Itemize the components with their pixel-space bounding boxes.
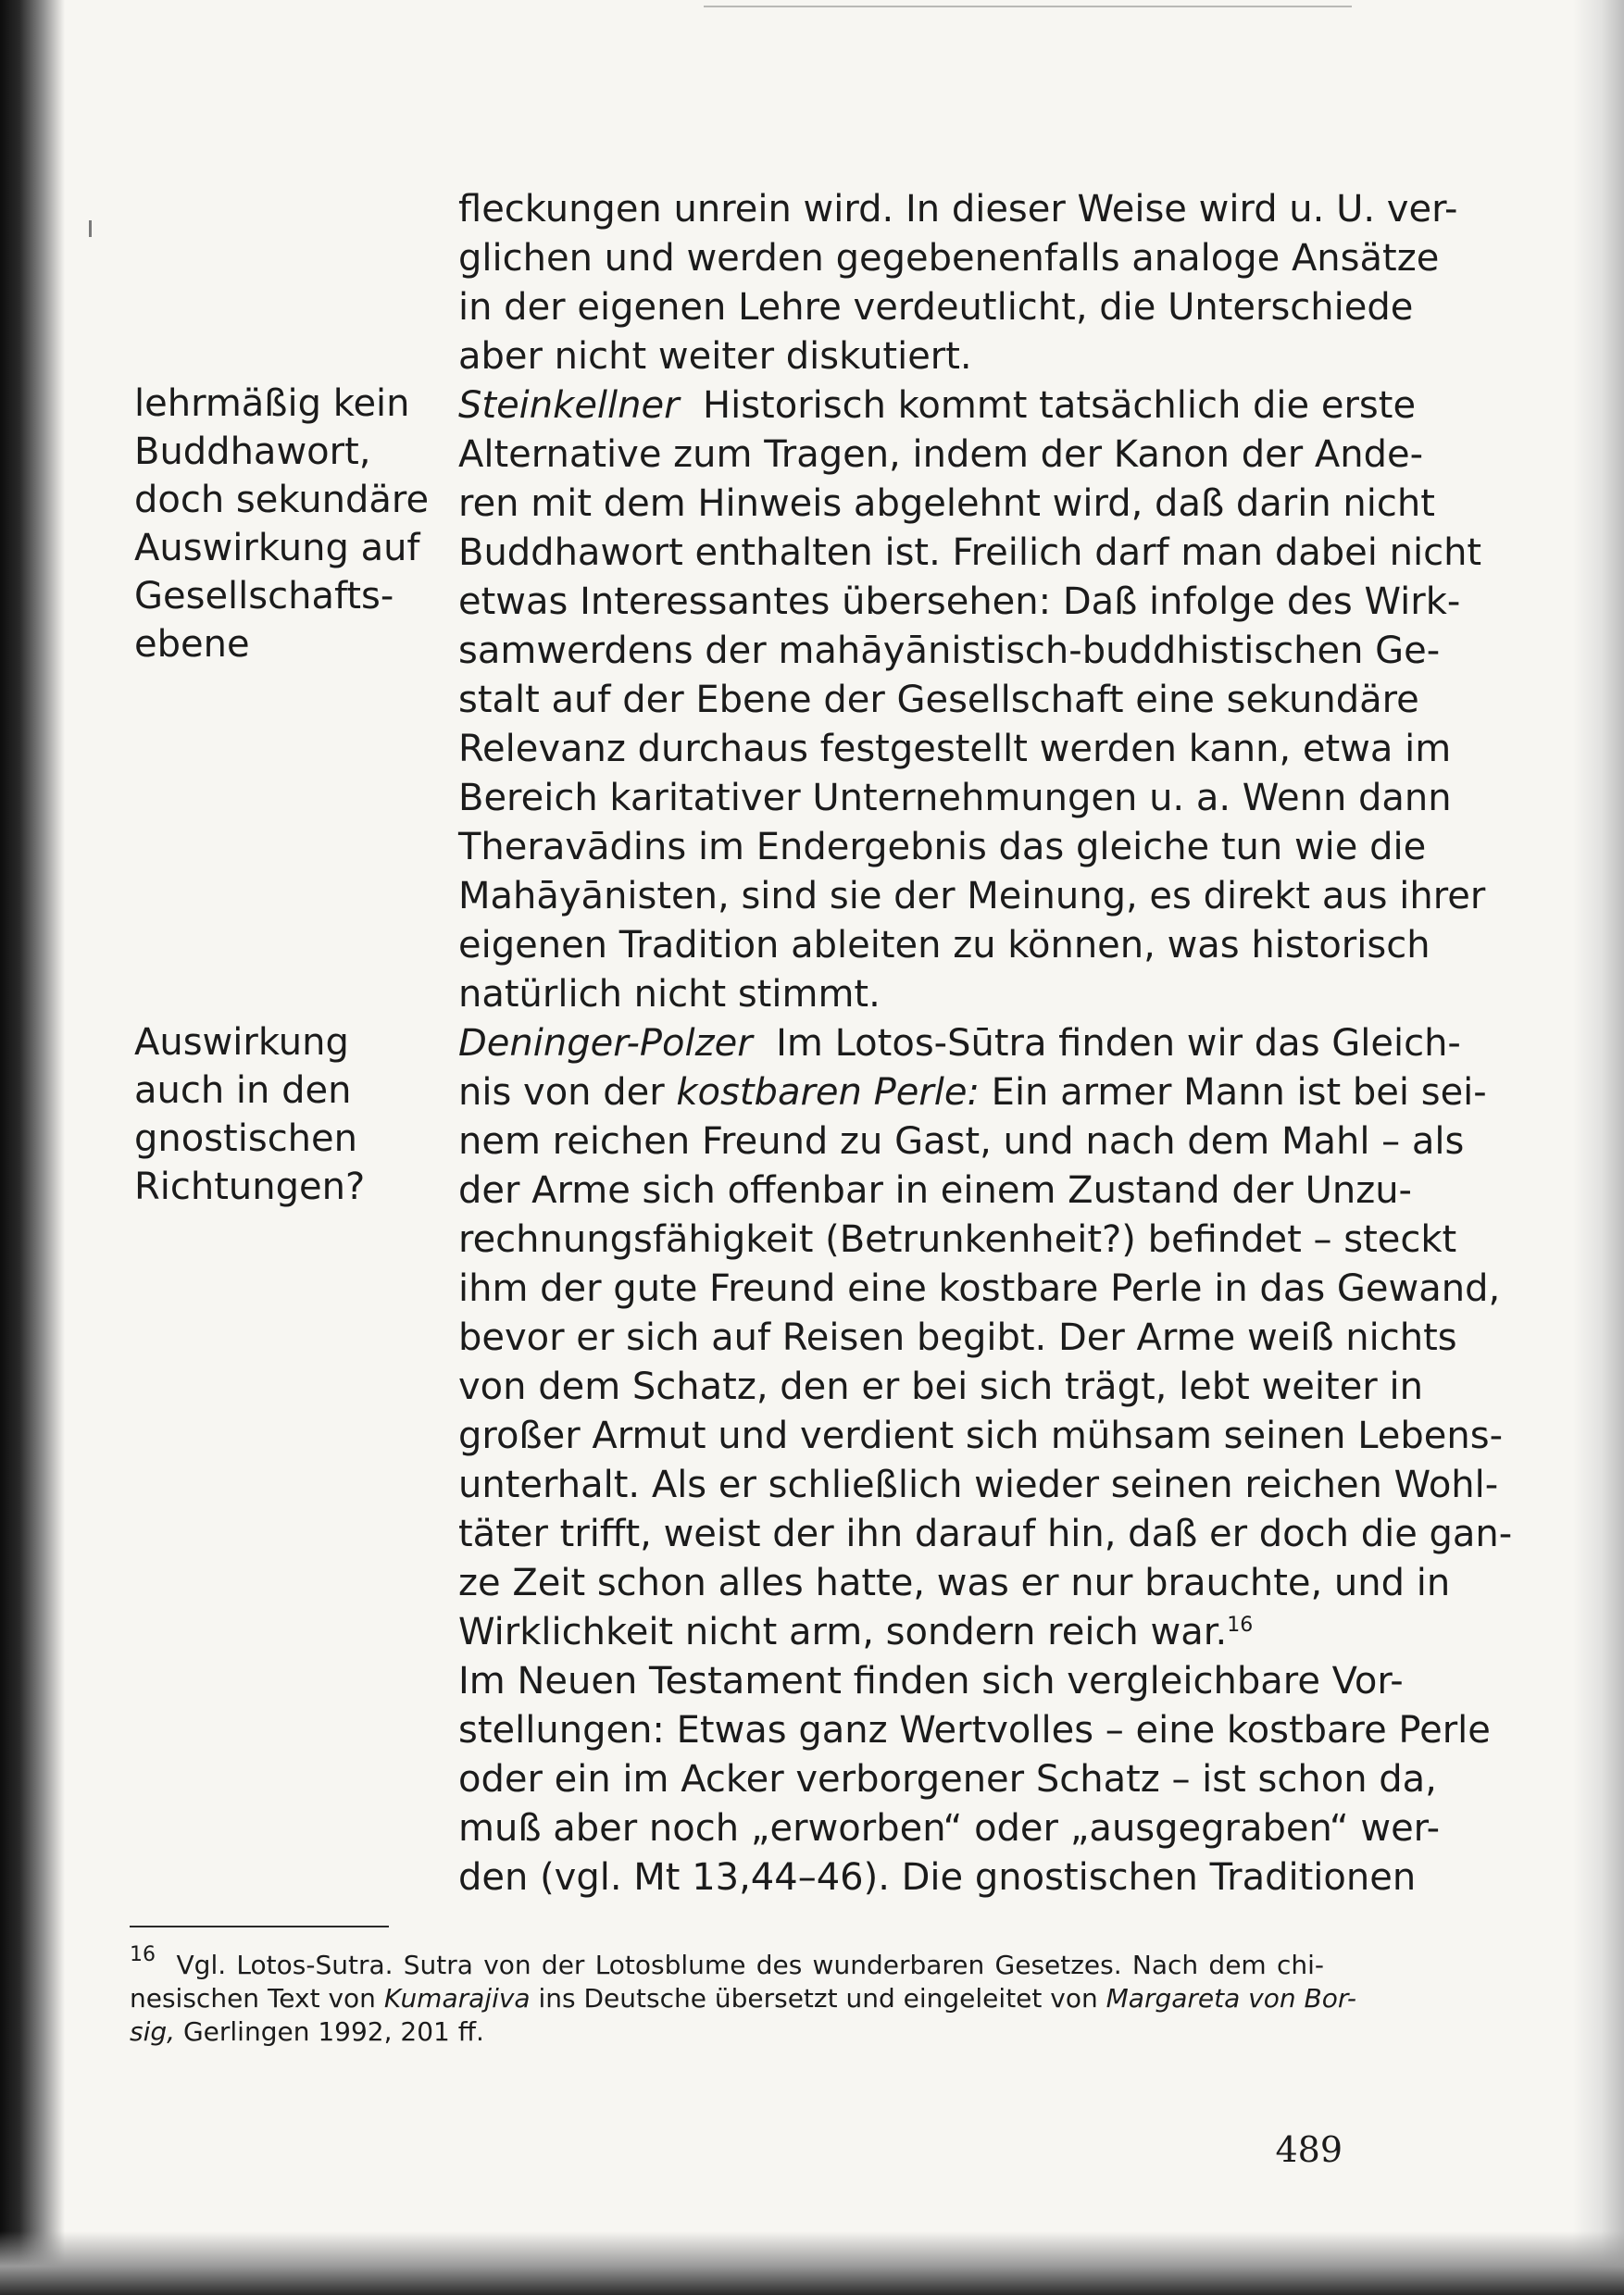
text-line: oder ein im Acker verborgener Schatz – ist schon da, [458,1758,1437,1801]
text-span: Historisch kommt tatsächlich die erste [703,384,1417,427]
text-line: natürlich nicht stimmt. [458,973,881,1016]
main-text [458,185,1513,1902]
text-span: Ein armer Mann ist bei sei- [979,1071,1487,1114]
margin-note-line: doch sekundäre [134,479,430,521]
text-line: nem reichen Freund zu Gast, und nach dem Mahl – als [458,1120,1465,1163]
text-span: Gerlingen 1992, 201 ff. [175,2016,484,2047]
text-span: Im Lotos-Sūtra finden wir das Gleich- [776,1022,1461,1065]
text-line: Theravādins im Endergebnis das gleiche tun wie die [458,826,1427,868]
text-line: etwas Interessantes übersehen: Daß infolge des Wirk- [458,580,1461,623]
margin-note-line: Gesellschafts- [134,575,394,617]
italic-name: sig, [130,2016,176,2047]
text-line: Buddhawort enthalten ist. Freilich darf man dabei nicht [458,531,1482,574]
text-line: rechnungsfähigkeit (Betrunkenheit?) befindet – steckt [458,1218,1457,1261]
page-edge-right [1573,0,1624,2295]
page-number: 489 [1275,2129,1343,2170]
margin-note-line: Auswirkung auf [134,527,420,569]
speaker-name: Deninger-Polzer [458,1022,753,1065]
text-line [458,1068,1487,1117]
binding-shadow-left [0,0,65,2295]
italic-name: Kumarajiva [383,1983,531,2014]
italic-name: Margareta von Bor- [1106,1983,1356,2014]
margin-note-line: Richtungen? [134,1166,366,1208]
text-span: ins Deutsche übersetzt und eingeleitet von [530,1983,1106,2014]
text-span: Vgl. Lotos-Sutra. Sutra von der Lotosblume des wunderbaren Gesetzes. Nach dem chi- [176,1950,1324,1980]
footnote-number: 16 [130,1943,156,1966]
margin-note-line: ebene [134,623,250,666]
text-line: unterhalt. Als er schließlich wieder seinen reichen Wohl- [458,1464,1499,1506]
text-line [458,1019,1461,1068]
text-line: in der eigenen Lehre verdeutlicht, die Unterschiede [458,286,1414,329]
footnote-line [130,1982,1356,2015]
text-line [458,381,1417,430]
text-line: Mahāyānisten, sind sie der Meinung, es direkt aus ihrer [458,875,1486,917]
text-line: muß aber noch „erworben“ oder „ausgegraben“ wer- [458,1807,1440,1850]
margin-note-1 [134,380,430,668]
page-edge-bottom [0,2231,1624,2295]
text-span: Wirklichkeit nicht arm, sondern reich war. [458,1611,1228,1653]
text-line [458,1608,1356,1657]
text-line: glichen und werden gegebenenfalls analoge Ansätze [458,237,1440,280]
footnote [130,1943,1356,2049]
margin-note-line: gnostischen [134,1117,357,1160]
footnote-line [130,1943,1324,1982]
margin-note-line: Buddhawort, [134,430,371,473]
text-line: der Arme sich offenbar in einem Zustand der Unzu- [458,1169,1412,1212]
scan-edge-line [704,6,1352,7]
text-line: Alternative zum Tragen, indem der Kanon der Ande- [458,433,1424,476]
italic-term: kostbaren Perle: [676,1071,980,1114]
text-line: fleckungen unrein wird. In dieser Weise wird u. U. ver- [458,188,1458,231]
text-line: Im Neuen Testament finden sich vergleichbare Vor- [458,1660,1404,1703]
text-line: aber nicht weiter diskutiert. [458,335,972,378]
footnote-rule [130,1926,389,1927]
margin-note-line: auch in den [134,1069,352,1112]
text-line: den (vgl. Mt 13,44–46). Die gnostischen Traditionen [458,1856,1417,1899]
text-line: von dem Schatz, den er bei sich trägt, lebt weiter in [458,1366,1423,1408]
text-line: ze Zeit schon alles hatte, was er nur brauchte, und in [458,1562,1451,1604]
text-span: nis von der [458,1071,677,1114]
text-line: eigenen Tradition ableiten zu können, was historisch [458,924,1430,967]
margin-note-2 [134,1018,412,1211]
text-span: nesischen Text von [130,1983,384,2014]
text-line: stalt auf der Ebene der Gesellschaft eine sekundäre [458,679,1419,721]
scan-mark [89,220,92,237]
footnote-line [130,2015,1324,2049]
footnote-reference[interactable]: 16 [1227,1614,1254,1637]
speaker-name: Steinkellner [458,384,680,427]
text-line: stellungen: Etwas ganz Wertvolles – eine kostbare Perle [458,1709,1491,1752]
text-line: samwerdens der mahāyānistisch-buddhistischen Ge- [458,630,1441,672]
margin-note-line: lehrmäßig kein [134,382,410,425]
margin-note-line: Auswirkung [134,1021,349,1064]
text-line: bevor er sich auf Reisen begibt. Der Arme weiß nichts [458,1316,1457,1359]
text-line: täter trifft, weist der ihn darauf hin, daß er doch die gan- [458,1513,1513,1555]
text-line: ihm der gute Freund eine kostbare Perle in das Gewand, [458,1267,1501,1310]
text-line: ren mit dem Hinweis abgelehnt wird, daß darin nicht [458,482,1435,525]
text-line: Bereich karitativer Unternehmungen u. a. Wenn dann [458,777,1452,819]
text-line: Relevanz durchaus festgestellt werden kann, etwa im [458,728,1452,770]
text-line: großer Armut und verdient sich mühsam seinen Lebens- [458,1415,1504,1457]
